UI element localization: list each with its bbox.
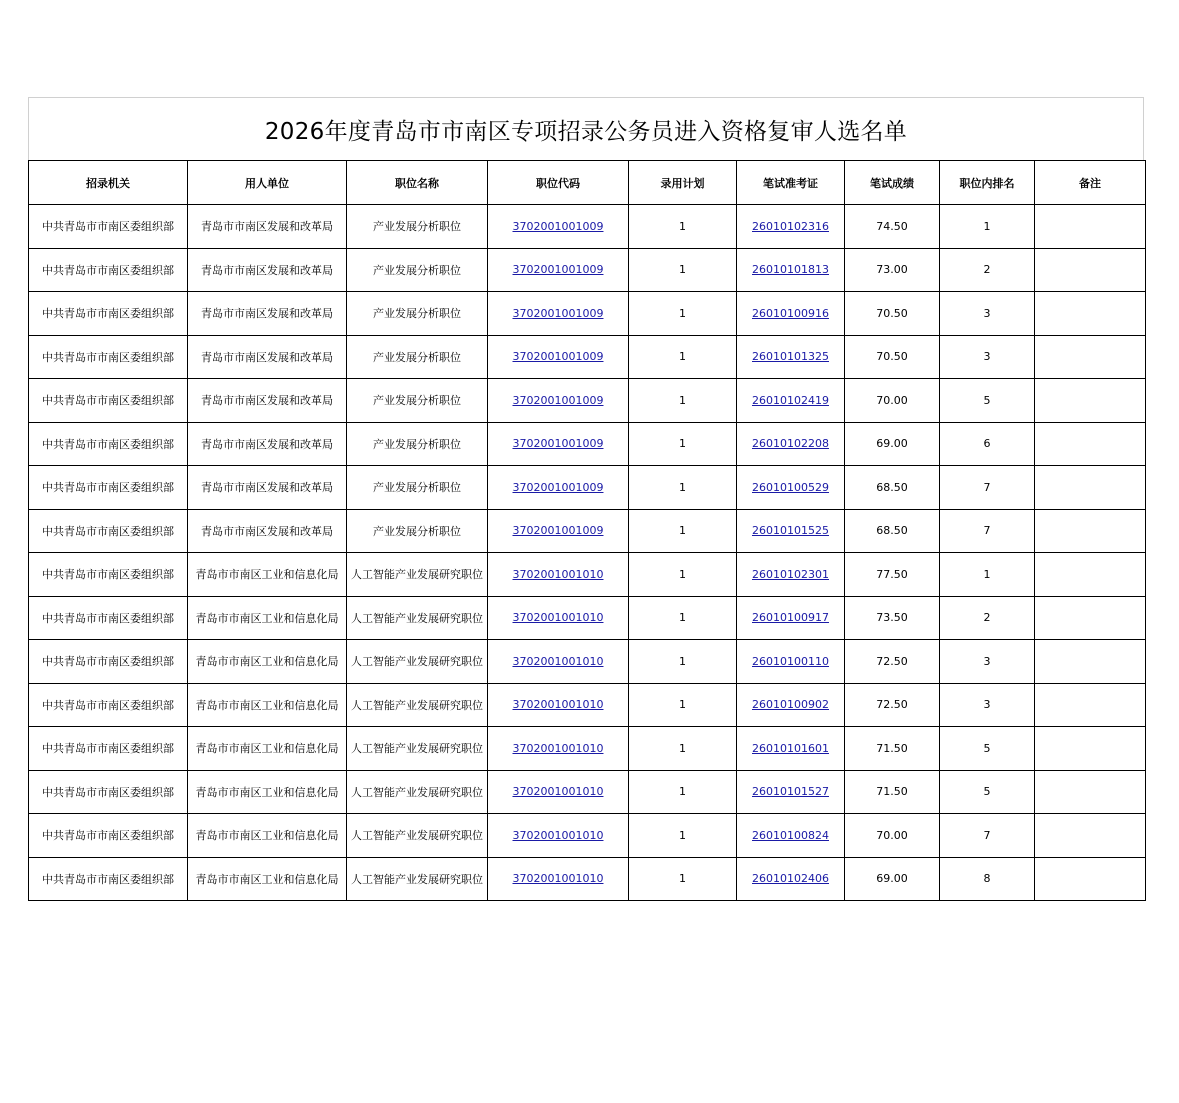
- cell-remarks: [1035, 509, 1146, 553]
- cell-remarks: [1035, 335, 1146, 379]
- cell-exam-ticket: [737, 205, 845, 249]
- cell-employing-unit: 青岛市市南区发展和改革局: [188, 422, 347, 466]
- table-header-row: [29, 161, 1146, 205]
- cell-position-rank: 2: [940, 596, 1035, 640]
- cell-recruiting-agency: 中共青岛市市南区委组织部: [29, 335, 188, 379]
- cell-recruiting-agency: 中共青岛市市南区委组织部: [29, 248, 188, 292]
- table-row: [29, 509, 1146, 553]
- cell-remarks: [1035, 422, 1146, 466]
- position-code-link[interactable]: 3702001001010: [512, 654, 604, 668]
- cell-position-rank: 3: [940, 640, 1035, 684]
- header-position-name: 职位名称: [347, 161, 488, 205]
- table-row: [29, 379, 1146, 423]
- cell-position-code: [488, 857, 629, 901]
- cell-employing-unit: 青岛市市南区发展和改革局: [188, 248, 347, 292]
- cell-position-code: [488, 596, 629, 640]
- cell-hiring-plan: 1: [629, 727, 737, 771]
- table-row: [29, 205, 1146, 249]
- table-row: [29, 422, 1146, 466]
- header-position-rank: 职位内排名: [940, 161, 1035, 205]
- exam-ticket-link[interactable]: 26010101813: [752, 263, 829, 277]
- cell-exam-score: 68.50: [845, 466, 940, 510]
- cell-hiring-plan: 1: [629, 553, 737, 597]
- header-exam-ticket: 笔试准考证: [737, 161, 845, 205]
- cell-remarks: [1035, 640, 1146, 684]
- cell-remarks: [1035, 857, 1146, 901]
- exam-ticket-link[interactable]: 26010102301: [752, 567, 829, 581]
- header-position-code: 职位代码: [488, 161, 629, 205]
- cell-position-rank: 3: [940, 292, 1035, 336]
- exam-ticket-link[interactable]: 26010101601: [752, 741, 829, 755]
- cell-hiring-plan: 1: [629, 466, 737, 510]
- cell-exam-ticket: [737, 640, 845, 684]
- cell-position-rank: 5: [940, 770, 1035, 814]
- cell-exam-score: 77.50: [845, 553, 940, 597]
- cell-position-code: [488, 640, 629, 684]
- cell-position-name: 产业发展分析职位: [347, 292, 488, 336]
- position-code-link[interactable]: 3702001001010: [512, 785, 604, 799]
- cell-exam-ticket: [737, 422, 845, 466]
- cell-recruiting-agency: 中共青岛市市南区委组织部: [29, 857, 188, 901]
- cell-recruiting-agency: 中共青岛市市南区委组织部: [29, 596, 188, 640]
- cell-position-name: 产业发展分析职位: [347, 205, 488, 249]
- position-code-link[interactable]: 3702001001009: [512, 263, 604, 277]
- cell-exam-score: 70.50: [845, 292, 940, 336]
- position-code-link[interactable]: 3702001001010: [512, 741, 604, 755]
- position-code-link[interactable]: 3702001001009: [512, 219, 604, 233]
- table-row: [29, 553, 1146, 597]
- cell-position-name: 人工智能产业发展研究职位: [347, 727, 488, 771]
- exam-ticket-link[interactable]: 26010101525: [752, 524, 829, 538]
- cell-position-code: [488, 727, 629, 771]
- cell-employing-unit: 青岛市市南区工业和信息化局: [188, 857, 347, 901]
- table-row: [29, 248, 1146, 292]
- cell-position-rank: 6: [940, 422, 1035, 466]
- cell-position-name: 人工智能产业发展研究职位: [347, 683, 488, 727]
- cell-recruiting-agency: 中共青岛市市南区委组织部: [29, 292, 188, 336]
- cell-exam-score: 68.50: [845, 509, 940, 553]
- cell-employing-unit: 青岛市市南区发展和改革局: [188, 379, 347, 423]
- cell-exam-score: 74.50: [845, 205, 940, 249]
- table-row: [29, 292, 1146, 336]
- exam-ticket-link[interactable]: 26010100917: [752, 611, 829, 625]
- cell-employing-unit: 青岛市市南区发展和改革局: [188, 292, 347, 336]
- cell-recruiting-agency: 中共青岛市市南区委组织部: [29, 814, 188, 858]
- cell-hiring-plan: 1: [629, 292, 737, 336]
- cell-remarks: [1035, 770, 1146, 814]
- exam-ticket-link[interactable]: 26010101527: [752, 785, 829, 799]
- cell-position-rank: 5: [940, 379, 1035, 423]
- cell-remarks: [1035, 292, 1146, 336]
- position-code-link[interactable]: 3702001001010: [512, 567, 604, 581]
- cell-employing-unit: 青岛市市南区发展和改革局: [188, 205, 347, 249]
- cell-position-rank: 1: [940, 205, 1035, 249]
- cell-position-name: 人工智能产业发展研究职位: [347, 857, 488, 901]
- table-row: [29, 814, 1146, 858]
- cell-exam-ticket: [737, 727, 845, 771]
- cell-employing-unit: 青岛市市南区工业和信息化局: [188, 814, 347, 858]
- cell-hiring-plan: 1: [629, 248, 737, 292]
- cell-exam-ticket: [737, 814, 845, 858]
- position-code-link[interactable]: 3702001001009: [512, 306, 604, 320]
- cell-exam-score: 73.50: [845, 596, 940, 640]
- header-employing-unit: 用人单位: [188, 161, 347, 205]
- exam-ticket-link[interactable]: 26010101325: [752, 350, 829, 364]
- cell-position-name: 产业发展分析职位: [347, 422, 488, 466]
- exam-ticket-link[interactable]: 26010100916: [752, 306, 829, 320]
- cell-exam-score: 72.50: [845, 640, 940, 684]
- table-row: [29, 640, 1146, 684]
- cell-recruiting-agency: 中共青岛市市南区委组织部: [29, 683, 188, 727]
- cell-hiring-plan: 1: [629, 422, 737, 466]
- cell-recruiting-agency: 中共青岛市市南区委组织部: [29, 205, 188, 249]
- cell-position-code: [488, 248, 629, 292]
- exam-ticket-link[interactable]: 26010100529: [752, 480, 829, 494]
- document-sheet: [28, 97, 1144, 901]
- cell-employing-unit: 青岛市市南区工业和信息化局: [188, 727, 347, 771]
- cell-exam-ticket: [737, 292, 845, 336]
- cell-recruiting-agency: 中共青岛市市南区委组织部: [29, 553, 188, 597]
- table-row: [29, 727, 1146, 771]
- cell-exam-score: 71.50: [845, 727, 940, 771]
- cell-position-rank: 7: [940, 509, 1035, 553]
- cell-hiring-plan: 1: [629, 205, 737, 249]
- header-remarks: 备注: [1035, 161, 1146, 205]
- cell-position-rank: 2: [940, 248, 1035, 292]
- cell-exam-ticket: [737, 770, 845, 814]
- header-exam-score: 笔试成绩: [845, 161, 940, 205]
- cell-remarks: [1035, 379, 1146, 423]
- cell-position-name: 人工智能产业发展研究职位: [347, 640, 488, 684]
- exam-ticket-link[interactable]: 26010100110: [752, 654, 829, 668]
- cell-position-rank: 5: [940, 727, 1035, 771]
- cell-position-name: 产业发展分析职位: [347, 466, 488, 510]
- cell-recruiting-agency: 中共青岛市市南区委组织部: [29, 379, 188, 423]
- cell-remarks: [1035, 553, 1146, 597]
- cell-position-name: 产业发展分析职位: [347, 379, 488, 423]
- cell-position-name: 人工智能产业发展研究职位: [347, 770, 488, 814]
- position-code-link[interactable]: 3702001001010: [512, 872, 604, 886]
- cell-position-rank: 8: [940, 857, 1035, 901]
- exam-ticket-link[interactable]: 26010102208: [752, 437, 829, 451]
- cell-exam-ticket: [737, 857, 845, 901]
- cell-exam-ticket: [737, 248, 845, 292]
- cell-employing-unit: 青岛市市南区工业和信息化局: [188, 770, 347, 814]
- table-row: [29, 683, 1146, 727]
- cell-hiring-plan: 1: [629, 596, 737, 640]
- cell-exam-score: 69.00: [845, 422, 940, 466]
- cell-position-code: [488, 335, 629, 379]
- cell-exam-ticket: [737, 509, 845, 553]
- cell-recruiting-agency: 中共青岛市市南区委组织部: [29, 466, 188, 510]
- position-code-link[interactable]: 3702001001009: [512, 480, 604, 494]
- cell-remarks: [1035, 683, 1146, 727]
- page-title: 2026年度青岛市市南区专项招录公务员进入资格复审人选名单: [264, 118, 908, 145]
- cell-employing-unit: 青岛市市南区工业和信息化局: [188, 553, 347, 597]
- exam-ticket-link[interactable]: 26010102406: [752, 872, 829, 886]
- cell-position-code: [488, 553, 629, 597]
- cell-exam-ticket: [737, 596, 845, 640]
- position-code-link[interactable]: 3702001001009: [512, 393, 604, 407]
- cell-recruiting-agency: 中共青岛市市南区委组织部: [29, 509, 188, 553]
- cell-hiring-plan: 1: [629, 335, 737, 379]
- position-code-link[interactable]: 3702001001009: [512, 524, 604, 538]
- cell-hiring-plan: 1: [629, 379, 737, 423]
- cell-position-code: [488, 683, 629, 727]
- cell-exam-ticket: [737, 466, 845, 510]
- cell-position-name: 产业发展分析职位: [347, 248, 488, 292]
- cell-recruiting-agency: 中共青岛市市南区委组织部: [29, 422, 188, 466]
- position-code-link[interactable]: 3702001001009: [512, 437, 604, 451]
- cell-position-code: [488, 205, 629, 249]
- cell-employing-unit: 青岛市市南区工业和信息化局: [188, 683, 347, 727]
- cell-exam-score: 70.00: [845, 814, 940, 858]
- table-row: [29, 596, 1146, 640]
- cell-position-rank: 7: [940, 814, 1035, 858]
- exam-ticket-link[interactable]: 26010100824: [752, 828, 829, 842]
- cell-position-code: [488, 466, 629, 510]
- title-box: [28, 97, 1144, 160]
- cell-position-code: [488, 422, 629, 466]
- cell-exam-score: 70.00: [845, 379, 940, 423]
- cell-exam-ticket: [737, 335, 845, 379]
- cell-position-name: 产业发展分析职位: [347, 335, 488, 379]
- position-code-link[interactable]: 3702001001010: [512, 698, 604, 712]
- cell-remarks: [1035, 814, 1146, 858]
- exam-ticket-link[interactable]: 26010102419: [752, 393, 829, 407]
- cell-employing-unit: 青岛市市南区发展和改革局: [188, 335, 347, 379]
- table-row: [29, 857, 1146, 901]
- cell-position-rank: 3: [940, 335, 1035, 379]
- cell-exam-ticket: [737, 683, 845, 727]
- cell-exam-ticket: [737, 553, 845, 597]
- cell-employing-unit: 青岛市市南区工业和信息化局: [188, 640, 347, 684]
- cell-remarks: [1035, 205, 1146, 249]
- header-recruiting-agency: 招录机关: [29, 161, 188, 205]
- cell-remarks: [1035, 248, 1146, 292]
- cell-recruiting-agency: 中共青岛市市南区委组织部: [29, 640, 188, 684]
- exam-ticket-link[interactable]: 26010102316: [752, 219, 829, 233]
- cell-position-code: [488, 509, 629, 553]
- cell-exam-score: 73.00: [845, 248, 940, 292]
- cell-exam-score: 69.00: [845, 857, 940, 901]
- cell-hiring-plan: 1: [629, 683, 737, 727]
- cell-position-code: [488, 292, 629, 336]
- cell-recruiting-agency: 中共青岛市市南区委组织部: [29, 770, 188, 814]
- candidate-table: [28, 160, 1146, 901]
- cell-exam-score: 70.50: [845, 335, 940, 379]
- position-code-link[interactable]: 3702001001010: [512, 611, 604, 625]
- table-row: [29, 466, 1146, 510]
- position-code-link[interactable]: 3702001001010: [512, 828, 604, 842]
- cell-position-rank: 1: [940, 553, 1035, 597]
- cell-exam-score: 71.50: [845, 770, 940, 814]
- table-body: [29, 205, 1146, 901]
- cell-position-name: 产业发展分析职位: [347, 509, 488, 553]
- cell-position-rank: 7: [940, 466, 1035, 510]
- cell-exam-score: 72.50: [845, 683, 940, 727]
- cell-position-code: [488, 814, 629, 858]
- cell-position-name: 人工智能产业发展研究职位: [347, 553, 488, 597]
- cell-position-code: [488, 770, 629, 814]
- position-code-link[interactable]: 3702001001009: [512, 350, 604, 364]
- cell-position-name: 人工智能产业发展研究职位: [347, 596, 488, 640]
- cell-exam-ticket: [737, 379, 845, 423]
- cell-employing-unit: 青岛市市南区发展和改革局: [188, 466, 347, 510]
- cell-position-name: 人工智能产业发展研究职位: [347, 814, 488, 858]
- cell-hiring-plan: 1: [629, 814, 737, 858]
- cell-hiring-plan: 1: [629, 857, 737, 901]
- cell-position-code: [488, 379, 629, 423]
- cell-recruiting-agency: 中共青岛市市南区委组织部: [29, 727, 188, 771]
- table-row: [29, 770, 1146, 814]
- cell-hiring-plan: 1: [629, 770, 737, 814]
- table-row: [29, 335, 1146, 379]
- cell-remarks: [1035, 466, 1146, 510]
- exam-ticket-link[interactable]: 26010100902: [752, 698, 829, 712]
- cell-employing-unit: 青岛市市南区工业和信息化局: [188, 596, 347, 640]
- cell-remarks: [1035, 596, 1146, 640]
- cell-position-rank: 3: [940, 683, 1035, 727]
- cell-hiring-plan: 1: [629, 509, 737, 553]
- cell-employing-unit: 青岛市市南区发展和改革局: [188, 509, 347, 553]
- cell-hiring-plan: 1: [629, 640, 737, 684]
- header-hiring-plan: 录用计划: [629, 161, 737, 205]
- cell-remarks: [1035, 727, 1146, 771]
